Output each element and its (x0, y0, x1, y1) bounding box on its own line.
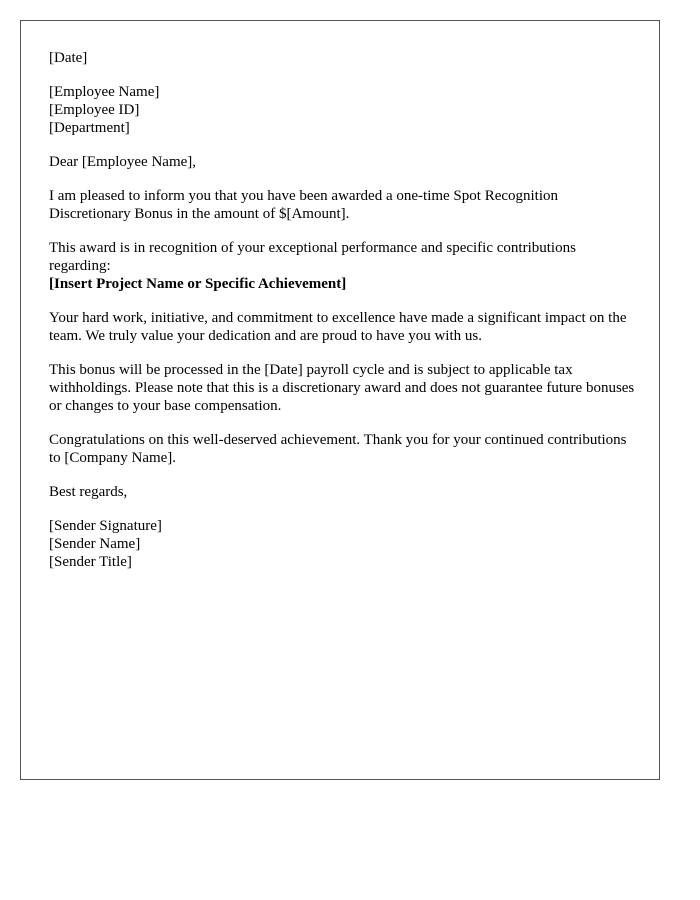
paragraph-processing: This bonus will be processed in the [Date] payroll cycle and is subject to applicable tax withholdings. Please note that this is a discretionary award and does not guarantee future bonuses or changes to your base compensation. (49, 362, 635, 414)
sender-block (49, 517, 639, 571)
paragraph-appreciation: Your hard work, initiative, and commitment to excellence have made a significant impact on the team. We truly value your dedication and are proud to have you with us. (49, 310, 627, 344)
achievement-placeholder: [Insert Project Name or Specific Achievement] (49, 276, 347, 292)
paragraph-congratulations: Congratulations on this well-deserved achievement. Thank you for your continued contributions to [Company Name]. (49, 432, 627, 466)
sender-title: [Sender Title] (49, 554, 132, 570)
recognition-text: This award is in recognition of your exceptional performance and specific contributions regarding: (49, 240, 576, 274)
paragraph-award: I am pleased to inform you that you have been awarded a one-time Spot Recognition Discretionary Bonus in the amount of $[Amount]. (49, 188, 559, 222)
letter-date: [Date] (49, 50, 88, 66)
salutation: Dear [Employee Name], (49, 154, 197, 170)
recipient-id: [Employee ID] (49, 102, 140, 118)
closing: Best regards, (49, 484, 128, 500)
sender-name: [Sender Name] (49, 536, 141, 552)
letter-page (20, 20, 660, 780)
recipient-name: [Employee Name] (49, 84, 160, 100)
letter-body (49, 49, 639, 587)
recipient-block (49, 83, 639, 137)
sender-signature: [Sender Signature] (49, 518, 162, 534)
paragraph-recognition (49, 239, 639, 293)
recipient-department: [Department] (49, 120, 130, 136)
